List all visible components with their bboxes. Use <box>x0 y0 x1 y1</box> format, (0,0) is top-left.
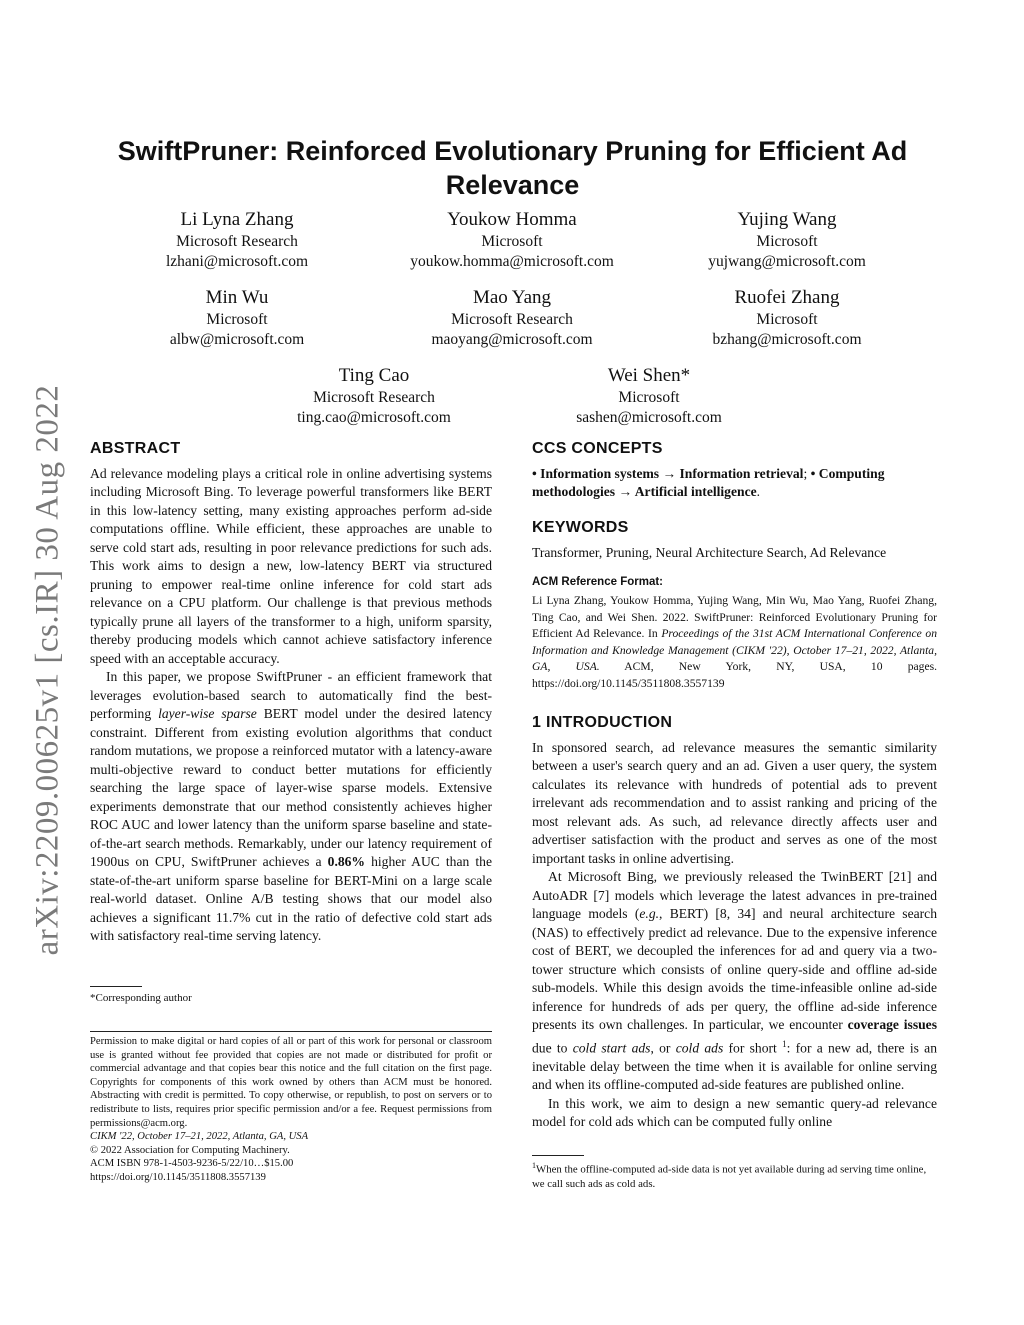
copyright-text: © 2022 Association for Computing Machinery. <box>90 1144 290 1156</box>
author-email: maoyang@microsoft.com <box>431 331 593 348</box>
keywords-heading: KEYWORDS <box>532 518 629 536</box>
author-affiliation: Microsoft Research <box>313 389 435 406</box>
paper-title: SwiftPruner: Reinforced Evolutionary Pruning for Efficient Ad Relevance <box>117 136 908 200</box>
author-name: Mao Yang <box>472 287 552 308</box>
right-column <box>532 440 937 1132</box>
author-name: Min Wu <box>205 287 269 308</box>
author-name: Youkow Homma <box>447 209 577 230</box>
author-block <box>637 286 937 350</box>
intro-paragraph: At Microsoft Bing, we previously released the TwinBERT [21] and AutoADR [7] models which leverage the latest advances in pre-trained language models (e.g., BERT) [8, 34] and neural architecture search (NAS) to effectively predict ad relevance. Due to the expensive inference cost of BERT, we decoupled the inferences for ad and query via a two-tower structure which consists of online query-side and offline ad-side sub-models. While this design avoids the time-infeasible online ad-side inference for hundreds of ads per query, the offline ad-side inference presents its own challenges. In particular, we encounter coverage issues due to cold start ads, or cold ads for short $^1$: for a new ad, there is an inevitable delay between the time when it is available for online serving and when its offline-computed ad-side features are published online. <box>532 869 938 1093</box>
acm-ref-text: Li Lyna Zhang, Youkow Homma, Yujing Wang, Min Wu, Mao Yang, Ruofei Zhang, Ting Cao, and Wei Shen. 2022. SwiftPruner: Reinforced Evolutionary Pruning for Efficient Ad Relevance. In Proceedings of the 31st ACM International Conference on Information and Knowledge Management (CIKM '22), October 17–21, 2022, Atlanta, GA, USA. ACM, New York, NY, USA, 10 pages. https://doi.org/10.1145/3511808.3557139 <box>532 594 937 690</box>
permission-text: Permission to make digital or hard copies of all or part of this work for personal or classroom use is granted without fee provided that copies are not made or distributed for profit or commercial advantage and that copies bear this notice and the full citation on the first page. Copyrights for components of this work owned by others than ACM must be honored. Abstracting with credit is permitted. To copy otherwise, or republish, to post on servers or to redistribute to lists, requires prior specific permission and/or a fee. Request permissions from permissions@acm.org. <box>90 1036 492 1129</box>
author-name: Ting Cao <box>338 365 410 386</box>
venue-text: CIKM '22, October 17–21, 2022, Atlanta, GA, USA <box>90 1131 309 1143</box>
author-email: youkow.homma@microsoft.com <box>410 253 614 270</box>
ccs-heading: CCS CONCEPTS <box>532 440 663 457</box>
arxiv-stamp-text: arXiv:2209.00625v1 [cs.IR] 30 Aug 2022 <box>29 384 66 956</box>
abstract-paragraph: Ad relevance modeling plays a critical role in online advertising systems including Microsoft Bing. To leverage powerful transformers like BERT in this low-latency setting, many existing approaches perform ad-side computations offline. While efficient, these approaches are unable to serve cold start ads, resulting in poor relevance predictions for such ads. This work aims to design a new, low-latency BERT via structured pruning to empower real-time online inference for cold start ads relevance on a CPU platform. Our challenge is that previous methods typically prune all layers of the transformer to a high, uniform sparsity, thereby producing models which cannot achieve satisfactory inference speed with an acceptable accuracy. <box>90 465 492 666</box>
corresponding-footnote: *Corresponding author <box>90 992 192 1004</box>
author-name: Yujing Wang <box>737 209 837 230</box>
author-affiliation: Microsoft <box>756 233 818 250</box>
acm-ref-heading: ACM Reference Format: <box>532 575 663 588</box>
author-email: yujwang@microsoft.com <box>708 253 866 270</box>
author-name: Li Lyna Zhang <box>180 209 294 230</box>
footnote-rule <box>532 1155 584 1156</box>
permission-block <box>90 1035 492 1185</box>
intro-paragraph: In this work, we aim to design a new semantic query-ad relevance model for cold ads which can be computed fully online <box>532 1095 937 1130</box>
abstract-heading: ABSTRACT <box>90 440 181 457</box>
keywords-text: Transformer, Pruning, Neural Architecture Search, Ad Relevance <box>532 545 887 560</box>
intro-paragraph: In sponsored search, ad relevance measures the semantic similarity between a user's search query and an ad. Given a user query, the system calculates its relevance with hundreds of potential ads to prevent irrelevant ads recommendation and to assist ranking and pricing of the most relevant ads. As such, ad relevance directly affects user and advertiser satisfaction with the product and serves as one of the most important tasks in online advertising. <box>532 739 937 866</box>
footnote-1: $^1$When the offline-computed ad-side data is not yet available during ad serving time online, we call such ads as cold ads. <box>532 1161 927 1190</box>
author-affiliation: Microsoft Research <box>176 233 298 250</box>
author-affiliation: Microsoft <box>481 233 543 250</box>
author-block <box>499 364 799 428</box>
author-email: lzhani@microsoft.com <box>165 253 309 270</box>
author-email: sashen@microsoft.com <box>576 409 722 426</box>
author-name: Ruofei Zhang <box>734 287 840 308</box>
author-block <box>362 208 662 272</box>
author-email: albw@microsoft.com <box>169 331 305 348</box>
author-affiliation: Microsoft <box>206 311 268 328</box>
author-name: Wei Shen* <box>607 365 691 386</box>
isbn-text: ACM ISBN 978-1-4503-9236-5/22/10…$15.00 <box>90 1158 294 1170</box>
author-email: bzhang@microsoft.com <box>712 331 862 348</box>
author-affiliation: Microsoft <box>756 311 818 328</box>
author-block <box>362 286 662 350</box>
author-email: ting.cao@microsoft.com <box>297 409 451 426</box>
footnote-rule <box>90 986 142 987</box>
author-block <box>87 286 387 350</box>
ccs-concepts: • Information systems → Information retrieval; • Computing methodologies → Artificial intelligence. <box>532 465 885 499</box>
author-block <box>637 208 937 272</box>
abstract-paragraph: In this paper, we propose SwiftPruner - an efficient framework that leverages evolution-based search to automatically find the best-performing layer-wise sparse BERT model under the desired latency constraint. Different from existing evolution algorithms that conduct random mutations, we propose a reinforced mutator with a latency-aware multi-objective reward to conduct better mutations for efficiently searching the large space of layer-wise sparse models. Extensive experiments demonstrate that our method consistently achieves higher ROC AUC and lower latency than the uniform sparse baseline and state-of-the-art search methods. Remarkably, under our latency requirement of 1900us on CPU, SwiftPruner achieves a 0.86% higher AUC than the state-of-the-art uniform sparse baseline for BERT-Mini on a large scale real-world dataset. Online A/B testing shows that our model also achieves a significant 11.7% cut in the ratio of defective cold start ads with satisfactory real-time serving latency. <box>90 669 492 943</box>
author-affiliation: Microsoft <box>618 389 680 406</box>
left-column <box>90 440 492 946</box>
permission-rule <box>90 1031 492 1032</box>
author-block <box>87 208 387 272</box>
intro-heading: 1 INTRODUCTION <box>532 714 673 731</box>
author-affiliation: Microsoft Research <box>451 311 573 328</box>
doi-text: https://doi.org/10.1145/3511808.3557139 <box>90 1171 266 1183</box>
author-block <box>224 364 524 428</box>
